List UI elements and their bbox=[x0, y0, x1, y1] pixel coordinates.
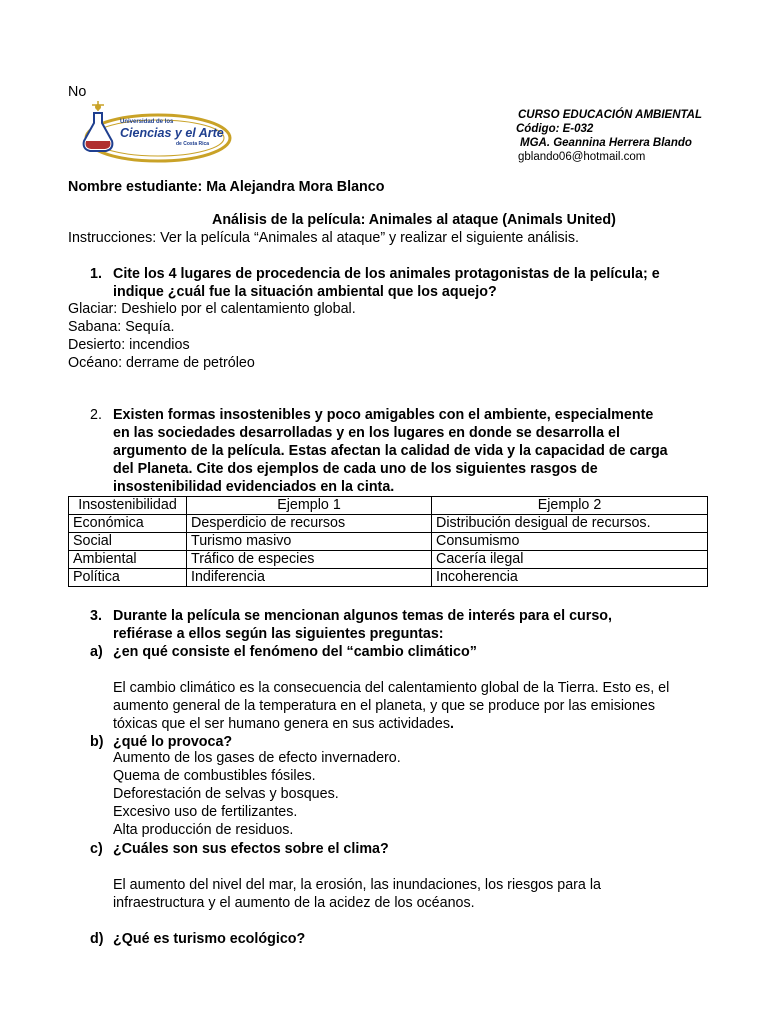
instructions: Instrucciones: Ver la película “Animales al ataque” y realizar el siguiente análisis. bbox=[68, 230, 579, 246]
teacher-name: MGA. Geannina Herrera Blando bbox=[520, 137, 692, 149]
q3-line: Durante la película se mencionan algunos temas de interés para el curso, bbox=[113, 608, 612, 624]
answer-line bbox=[113, 715, 733, 733]
doc-number: No bbox=[68, 84, 87, 100]
answer-line: Aumento de los gases de efecto invernadero. bbox=[113, 750, 401, 766]
table-cell: Política bbox=[69, 569, 187, 587]
q2-line: argumento de la película. Estas afectan la calidad de vida y la capacidad de carga bbox=[113, 443, 668, 459]
q2-line: en las sociedades desarrolladas y en los lugares en donde se desarrolla el bbox=[113, 425, 620, 441]
logo-line1: Universidad de los bbox=[120, 119, 174, 125]
q1-answers bbox=[68, 300, 356, 372]
table-cell: Cacería ilegal bbox=[432, 551, 708, 569]
q3d-question: ¿Qué es turismo ecológico? bbox=[113, 931, 306, 947]
table-cell: Tráfico de especies bbox=[187, 551, 432, 569]
q3b-answer bbox=[113, 749, 733, 839]
table-cell: Económica bbox=[69, 515, 187, 533]
answer-line: aumento general de la temperatura en el planeta, y que se produce por las emisiones bbox=[113, 698, 656, 714]
answer-text: tóxicas que el ser humano genera en sus actividades bbox=[113, 716, 450, 732]
table-cell: Desperdicio de recursos bbox=[187, 515, 432, 533]
q2-line: Existen formas insostenibles y poco amigables con el ambiente, especialmente bbox=[113, 407, 654, 423]
q3a-answer bbox=[113, 679, 733, 733]
answer-line: Océano: derrame de petróleo bbox=[68, 355, 255, 371]
page-title: Análisis de la película: Animales al ataque (Animals United) bbox=[212, 212, 616, 228]
table-row bbox=[69, 569, 708, 587]
answer-line: Excesivo uso de fertilizantes. bbox=[113, 804, 298, 820]
logo-line3: de Costa Rica bbox=[176, 141, 210, 147]
course-header bbox=[516, 108, 702, 164]
q3-line: refiérase a ellos según las siguientes preguntas: bbox=[113, 626, 444, 642]
table-row bbox=[69, 551, 708, 569]
table-cell: Incoherencia bbox=[432, 569, 708, 587]
answer-line: Quema de combustibles fósiles. bbox=[113, 768, 316, 784]
q1-text bbox=[113, 265, 733, 301]
q3b-question: ¿qué lo provoca? bbox=[113, 734, 233, 750]
logo-line2: Ciencias y el Arte bbox=[120, 126, 224, 140]
q1-line: Cite los 4 lugares de procedencia de los animales protagonistas de la película; e bbox=[113, 266, 660, 282]
course-name: CURSO EDUCACIÓN AMBIENTAL bbox=[518, 109, 702, 121]
q3c-answer bbox=[113, 876, 733, 912]
table-cell: Distribución desigual de recursos. bbox=[432, 515, 708, 533]
table-cell: Social bbox=[69, 533, 187, 551]
answer-line: Glaciar: Deshielo por el calentamiento global. bbox=[68, 301, 356, 317]
answer-line: Sabana: Sequía. bbox=[68, 319, 175, 335]
table-cell: Ambiental bbox=[69, 551, 187, 569]
q3b-label: b) bbox=[90, 734, 104, 750]
teacher-email: gblando06@hotmail.com bbox=[518, 151, 646, 163]
q3-text bbox=[113, 607, 733, 643]
q3c-question: ¿Cuáles son sus efectos sobre el clima? bbox=[113, 841, 389, 857]
q1-line: indique ¿cuál fue la situación ambiental que los aquejo? bbox=[113, 284, 497, 300]
q3a-label: a) bbox=[90, 644, 103, 660]
answer-line: El cambio climático es la consecuencia del calentamiento global de la Tierra. Esto es, el bbox=[113, 680, 670, 696]
table-header: Ejemplo 2 bbox=[432, 497, 708, 515]
answer-line: El aumento del nivel del mar, la erosión, las inundaciones, los riesgos para la bbox=[113, 877, 601, 893]
answer-line: Deforestación de selvas y bosques. bbox=[113, 786, 339, 802]
answer-line: Alta producción de residuos. bbox=[113, 822, 294, 838]
table-cell: Turismo masivo bbox=[187, 533, 432, 551]
answer-line: infraestructura y el aumento de la acidez de los océanos. bbox=[113, 895, 475, 911]
table-row bbox=[69, 515, 708, 533]
table-cell: Consumismo bbox=[432, 533, 708, 551]
university-logo bbox=[72, 101, 232, 167]
table-cell: Indiferencia bbox=[187, 569, 432, 587]
q2-line: del Planeta. Cite dos ejemplos de cada uno de los siguientes rasgos de bbox=[113, 461, 598, 477]
q3c-label: c) bbox=[90, 841, 103, 857]
q2-text bbox=[113, 406, 733, 496]
answer-line: Desierto: incendios bbox=[68, 337, 190, 353]
q2-number: 2. bbox=[90, 407, 102, 423]
table-row bbox=[69, 533, 708, 551]
q3a-question: ¿en qué consiste el fenómeno del “cambio climático” bbox=[113, 644, 477, 660]
table-header: Ejemplo 1 bbox=[187, 497, 432, 515]
q3d-label: d) bbox=[90, 931, 104, 947]
table-header-row bbox=[69, 497, 708, 515]
q1-number: 1. bbox=[90, 266, 102, 282]
answer-period: . bbox=[449, 716, 454, 732]
q3-number: 3. bbox=[90, 608, 102, 624]
course-code: Código: E-032 bbox=[516, 123, 594, 135]
student-name: Nombre estudiante: Ma Alejandra Mora Blanco bbox=[68, 179, 385, 195]
table-header: Insostenibilidad bbox=[69, 497, 187, 515]
q2-line: insostenibilidad evidenciados en la cinta. bbox=[113, 479, 395, 495]
insustainability-table bbox=[68, 496, 708, 587]
logo-emblem-icon bbox=[72, 101, 232, 167]
